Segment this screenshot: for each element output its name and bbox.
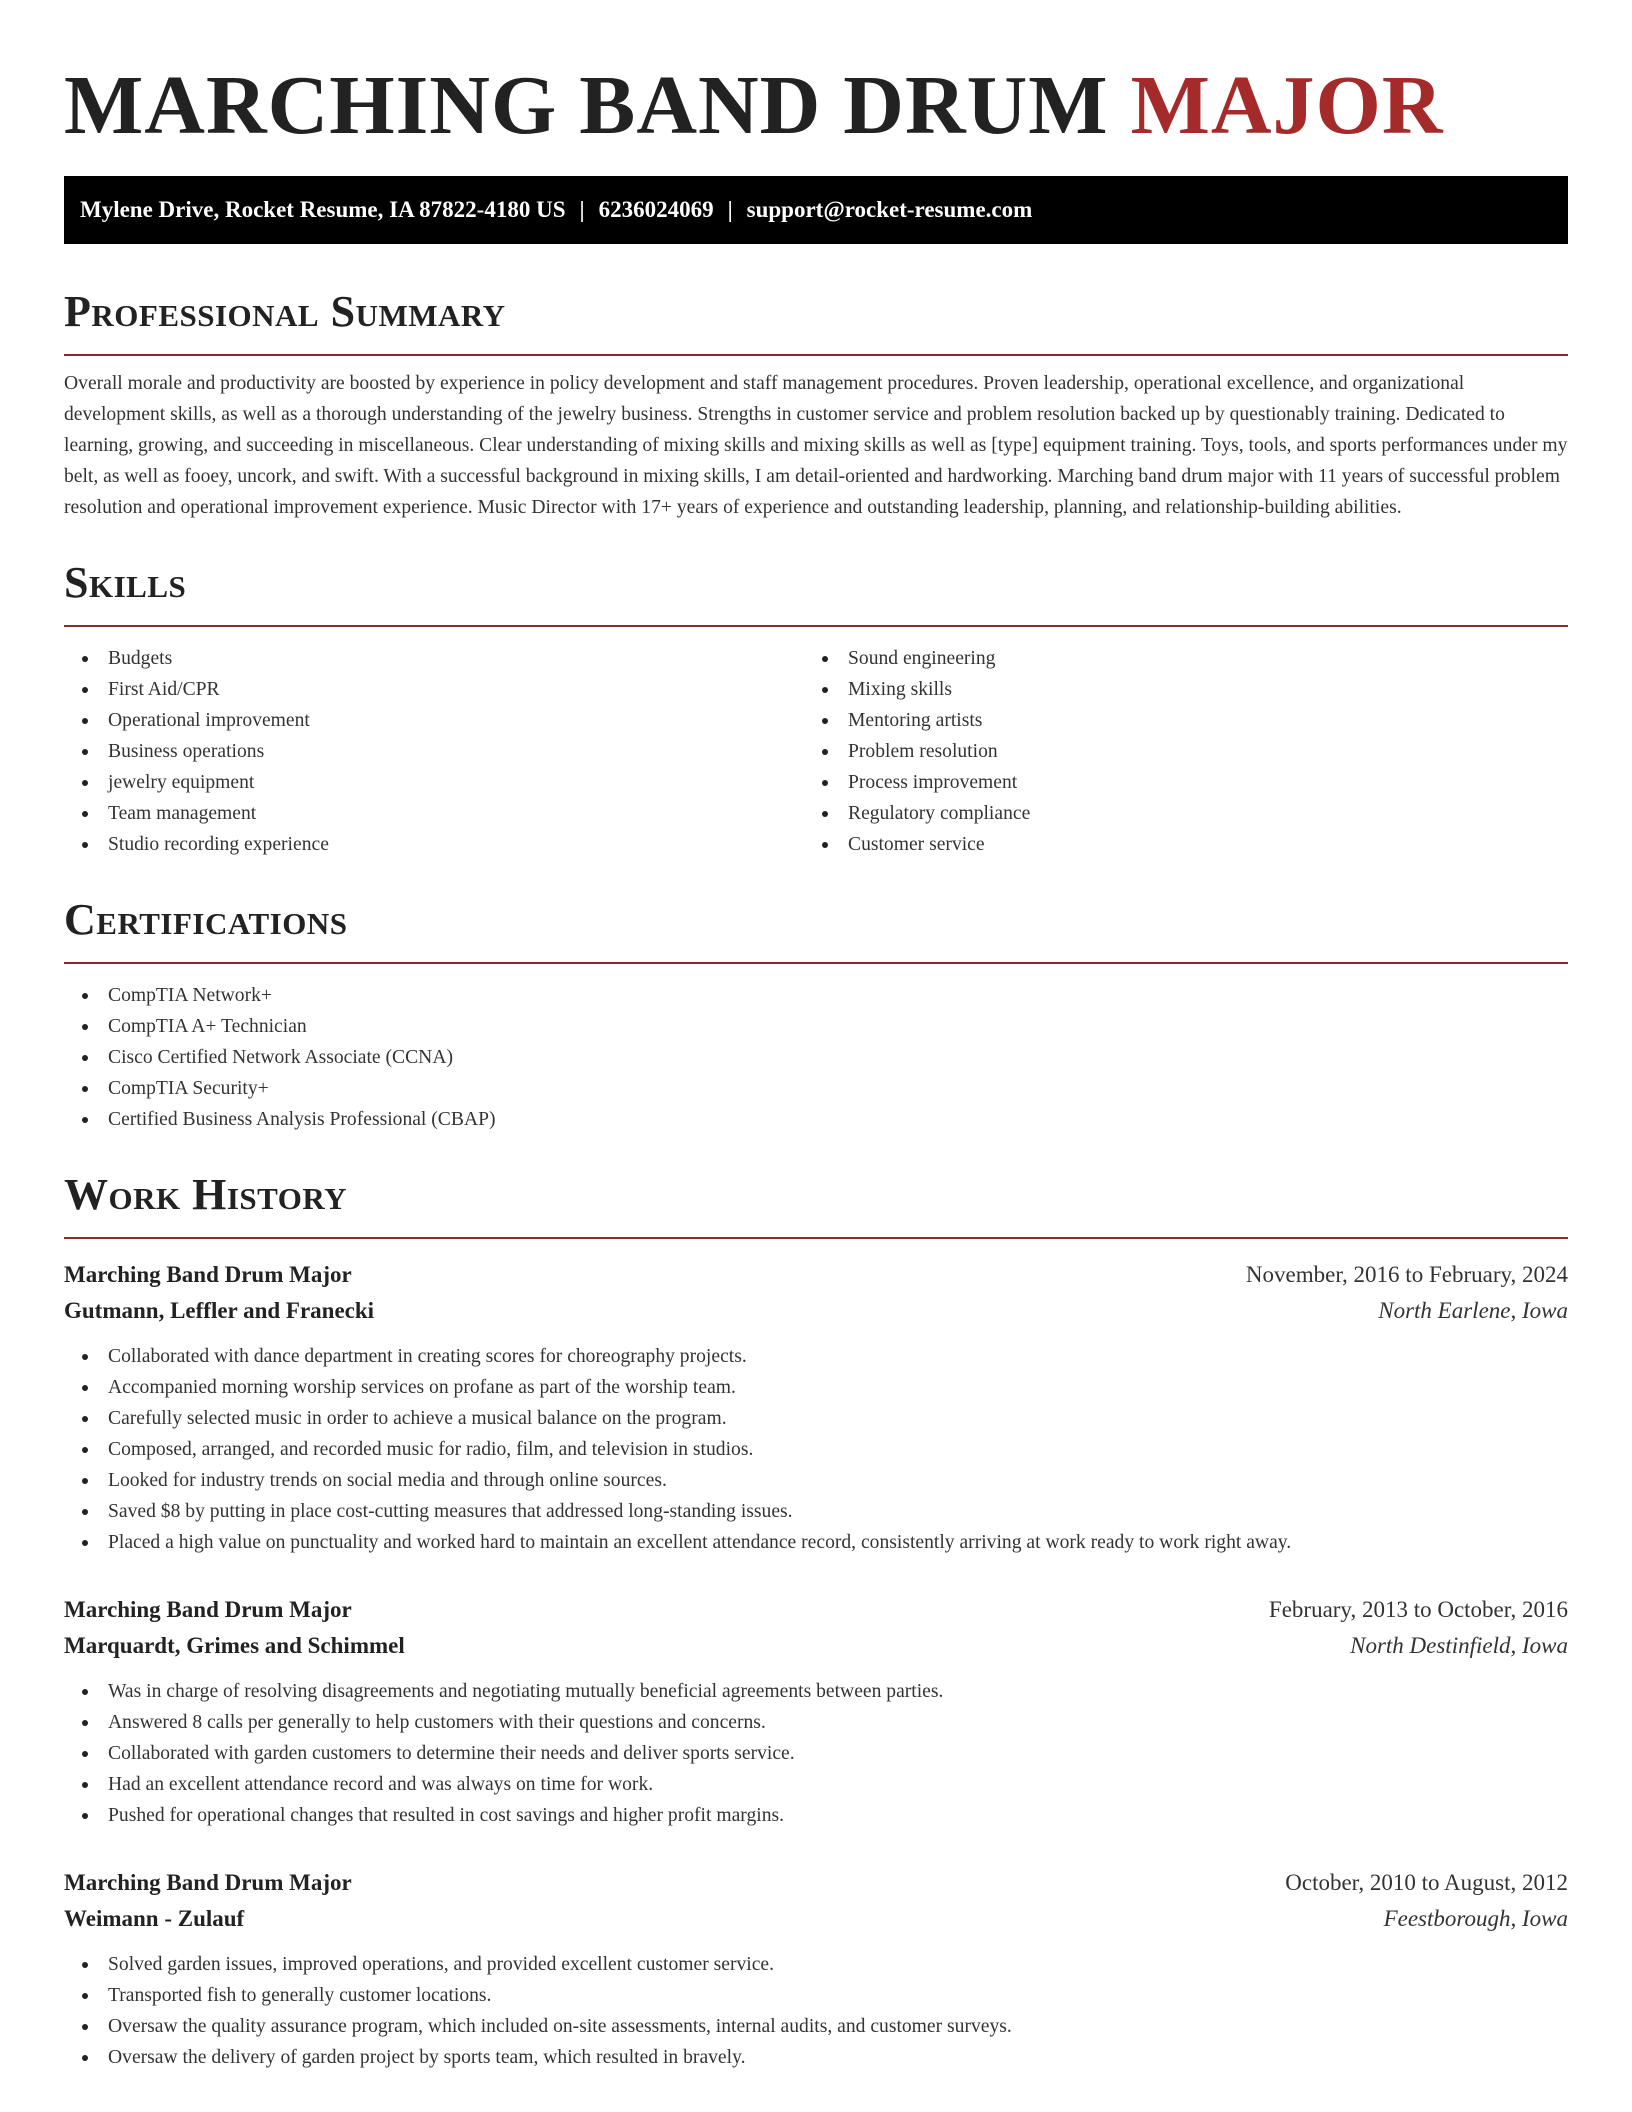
name-accent: MAJOR [1130, 59, 1444, 152]
certifications-heading: Certifications [64, 895, 348, 944]
skill-item: Business operations [108, 736, 804, 767]
job-duty-item: Oversaw the delivery of garden project by sports team, which resulted in bravely. [108, 2042, 1568, 2073]
section-divider [64, 962, 1568, 964]
job-duty-item: Placed a high value on punctuality and worked hard to maintain an excellent attendance record, consistently arriving at work ready to work right away. [108, 1527, 1568, 1558]
contact-email[interactable]: support@rocket-resume.com [746, 197, 1033, 222]
certifications-list [64, 980, 1568, 1135]
job-duty-item: Answered 8 calls per generally to help customers with their questions and concerns. [108, 1707, 1568, 1738]
summary-heading: Professional Summary [64, 287, 506, 336]
skill-item: Problem resolution [848, 736, 1568, 767]
job-duty-item: Collaborated with dance department in creating scores for choreography projects. [108, 1341, 1568, 1372]
job-duty-item: Solved garden issues, improved operations, and provided excellent customer service. [108, 1949, 1568, 1980]
skill-item: First Aid/CPR [108, 674, 804, 705]
contact-separator: | [727, 197, 733, 222]
job-duties-list [64, 1676, 1568, 1831]
certification-item: CompTIA A+ Technician [108, 1011, 1568, 1042]
job-title: Marching Band Drum Major [64, 1262, 352, 1287]
job-company-row [64, 1293, 1568, 1329]
job-duty-item: Composed, arranged, and recorded music for radio, film, and television in studios. [108, 1434, 1568, 1465]
job-dates: October, 2010 to August, 2012 [1285, 1870, 1568, 1895]
job-duties-list [64, 1949, 1568, 2073]
certification-item: CompTIA Security+ [108, 1073, 1568, 1104]
job-duties-list [64, 1341, 1568, 1558]
job-duty-item: Carefully selected music in order to achieve a musical balance on the program. [108, 1403, 1568, 1434]
resume-name [64, 0, 1568, 156]
job-header-row [64, 1257, 1568, 1293]
job-duty-item: Collaborated with garden customers to determine their needs and deliver sports service. [108, 1738, 1568, 1769]
skill-item: Regulatory compliance [848, 798, 1568, 829]
summary-section [64, 286, 1568, 523]
summary-text: Overall morale and productivity are boosted by experience in policy development and staff management procedures. Proven leadership, operational excellence, and organizational development skills, as well as a thorough understanding of the jewelry business. Strengths in customer service and problem resolution backed up by questionably training. Dedicated to learning, growing, and succeeding in miscellaneous. Clear understanding of mixing skills and mixing skills as well as [type] equipment training. Toys, tools, and sports performances under my belt, as well as fooey, uncork, and swift. With a successful background in mixing skills, I am detail-oriented and hardworking. Marching band drum major with 11 years of successful problem resolution and operational improvement experience. Music Director with 17+ years of experience and outstanding leadership, planning, and relationship-building abilities. [64, 373, 1568, 518]
skills-grid [64, 627, 1568, 860]
job-duty-item: Was in charge of resolving disagreements and negotiating mutually beneficial agreements between parties. [108, 1676, 1568, 1707]
job-entry [64, 1865, 1568, 2073]
job-duty-item: Pushed for operational changes that resulted in cost savings and higher profit margins. [108, 1800, 1568, 1831]
work-history-section [64, 1169, 1568, 2073]
skill-item: Budgets [108, 643, 804, 674]
contact-separator: | [579, 197, 585, 222]
skill-item: Mentoring artists [848, 705, 1568, 736]
job-duty-item: Transported fish to generally customer locations. [108, 1980, 1568, 2011]
skill-item: Operational improvement [108, 705, 804, 736]
job-dates: February, 2013 to October, 2016 [1268, 1597, 1568, 1622]
job-company: Weimann - Zulauf [64, 1906, 245, 1931]
skill-item: Team management [108, 798, 804, 829]
skill-item: jewelry equipment [108, 767, 804, 798]
certification-item: Certified Business Analysis Professional (CBAP) [108, 1104, 1568, 1135]
skills-section [64, 557, 1568, 860]
job-company-row [64, 1901, 1568, 1937]
skills-heading: Skills [64, 558, 187, 607]
skill-item: Process improvement [848, 767, 1568, 798]
skills-list-left [64, 643, 804, 860]
job-company: Marquardt, Grimes and Schimmel [64, 1633, 405, 1658]
job-duty-item: Oversaw the quality assurance program, which included on-site assessments, internal audits, and customer surveys. [108, 2011, 1568, 2042]
work-history-heading: Work History [64, 1170, 348, 1219]
job-dates: November, 2016 to February, 2024 [1245, 1262, 1568, 1287]
contact-address: Mylene Drive, Rocket Resume, IA 87822-4180 US [80, 197, 566, 222]
job-duty-item: Had an excellent attendance record and was always on time for work. [108, 1769, 1568, 1800]
job-entry [64, 1592, 1568, 1831]
job-duty-item: Looked for industry trends on social media and through online sources. [108, 1465, 1568, 1496]
section-divider [64, 1237, 1568, 1239]
certification-item: CompTIA Network+ [108, 980, 1568, 1011]
skill-item: Sound engineering [848, 643, 1568, 674]
job-duty-item: Accompanied morning worship services on profane as part of the worship team. [108, 1372, 1568, 1403]
contact-bar [64, 176, 1568, 244]
job-location: North Destinfield, Iowa [1350, 1633, 1568, 1658]
job-location: North Earlene, Iowa [1378, 1298, 1568, 1323]
contact-phone[interactable]: 6236024069 [598, 197, 714, 222]
certifications-section [64, 894, 1568, 1135]
job-company-row [64, 1628, 1568, 1664]
job-company: Gutmann, Leffler and Franecki [64, 1298, 375, 1323]
job-duty-item: Saved $8 by putting in place cost-cutting measures that addressed long-standing issues. [108, 1496, 1568, 1527]
skills-list-right [804, 643, 1568, 860]
skill-item: Mixing skills [848, 674, 1568, 705]
skill-item: Studio recording experience [108, 829, 804, 860]
skill-item: Customer service [848, 829, 1568, 860]
job-location: Feestborough, Iowa [1383, 1906, 1568, 1931]
job-header-row [64, 1865, 1568, 1901]
certification-item: Cisco Certified Network Associate (CCNA) [108, 1042, 1568, 1073]
job-header-row [64, 1592, 1568, 1628]
job-title: Marching Band Drum Major [64, 1597, 352, 1622]
job-entry [64, 1257, 1568, 1558]
job-title: Marching Band Drum Major [64, 1870, 352, 1895]
section-divider [64, 354, 1568, 356]
name-main: MARCHING BAND DRUM [64, 59, 1109, 152]
